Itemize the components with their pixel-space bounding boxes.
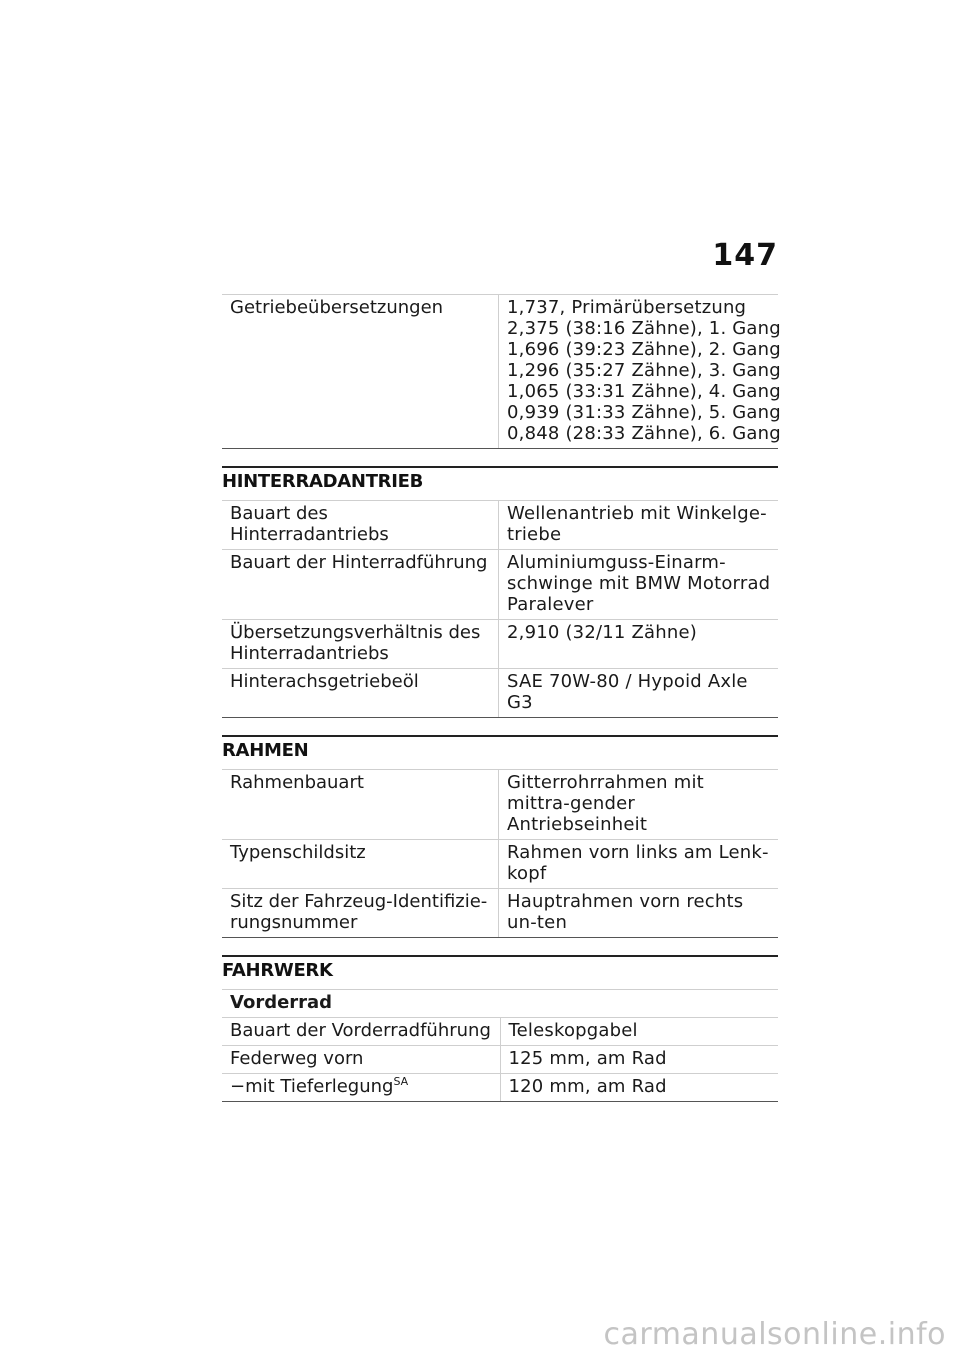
row-label: Hinterachsgetriebeöl [222,669,499,718]
section-heading-fahrwerk: FAHRWERK [222,955,778,989]
watermark: carmanualsonline.info [603,1317,946,1352]
table-row [222,1018,778,1046]
gear-ratio-1: 2,375 (38:16 Zähne), 1. Gang [507,318,781,339]
table-row [222,295,778,449]
table-row [222,620,778,669]
subheading-vorderrad: Vorderrad [222,990,778,1018]
page-number: 147 [712,238,778,273]
row-value: Hauptrahmen vorn rechts un-ten [499,889,779,938]
row-label: Federweg vorn [222,1046,500,1074]
section-heading-rahmen: RAHMEN [222,735,778,769]
row-label: Sitz der Fahrzeug-Identifizie-rungsnummer [222,889,499,938]
row-label: Bauart der Hinterradführung [222,550,499,620]
special-equipment-marker: SA [393,1075,409,1088]
row-value: 120 mm, am Rad [500,1074,778,1102]
row-value: SAE 70W-80 / Hypoid Axle G3 [499,669,779,718]
row-value: 2,910 (32/11 Zähne) [499,620,779,669]
row-value: 125 mm, am Rad [500,1046,778,1074]
gearbox-label: Getriebeübersetzungen [222,295,499,449]
gear-ratio-6: 0,848 (28:33 Zähne), 6. Gang [507,423,781,444]
section-heading-hinterradantrieb: HINTERRADANTRIEB [222,466,778,500]
table-row [222,889,778,938]
table-row [222,550,778,620]
row-label: Bauart des Hinterradantriebs [222,501,499,550]
gear-ratio-4: 1,065 (33:31 Zähne), 4. Gang [507,381,781,402]
table-row [222,840,778,889]
gearbox-values [499,295,779,449]
table-row [222,770,778,840]
fahrwerk-table [222,989,778,1102]
table-row [222,1046,778,1074]
row-label: Bauart der Vorderradführung [222,1018,500,1046]
gearbox-table [222,294,781,449]
gear-ratio-primary: 1,737, Primärübersetzung [507,297,747,318]
table-row-subheading [222,990,778,1018]
row-label: Rahmenbauart [222,770,499,840]
row-label: Übersetzungsverhältnis des Hinterradantriebs [222,620,499,669]
row-value: Aluminiumguss-Einarm-schwinge mit BMW Motorrad Paralever [499,550,779,620]
page-content [222,294,781,1102]
gear-ratio-3: 1,296 (35:27 Zähne), 3. Gang [507,360,781,381]
gear-ratio-2: 1,696 (39:23 Zähne), 2. Gang [507,339,781,360]
row-label [222,1074,500,1102]
row-value: Teleskopgabel [500,1018,778,1046]
row-value: Wellenantrieb mit Winkelge-triebe [499,501,779,550]
row-label-text: −mit Tieferlegung [230,1076,394,1097]
table-row [222,669,778,718]
row-value: Gitterrohrrahmen mit mittra-gender Antriebseinheit [499,770,779,840]
row-label: Typenschildsitz [222,840,499,889]
table-row [222,501,778,550]
table-row [222,1074,778,1102]
row-value: Rahmen vorn links am Lenk-kopf [499,840,779,889]
hinterradantrieb-table [222,500,778,718]
rahmen-table [222,769,778,938]
gear-ratio-5: 0,939 (31:33 Zähne), 5. Gang [507,402,781,423]
